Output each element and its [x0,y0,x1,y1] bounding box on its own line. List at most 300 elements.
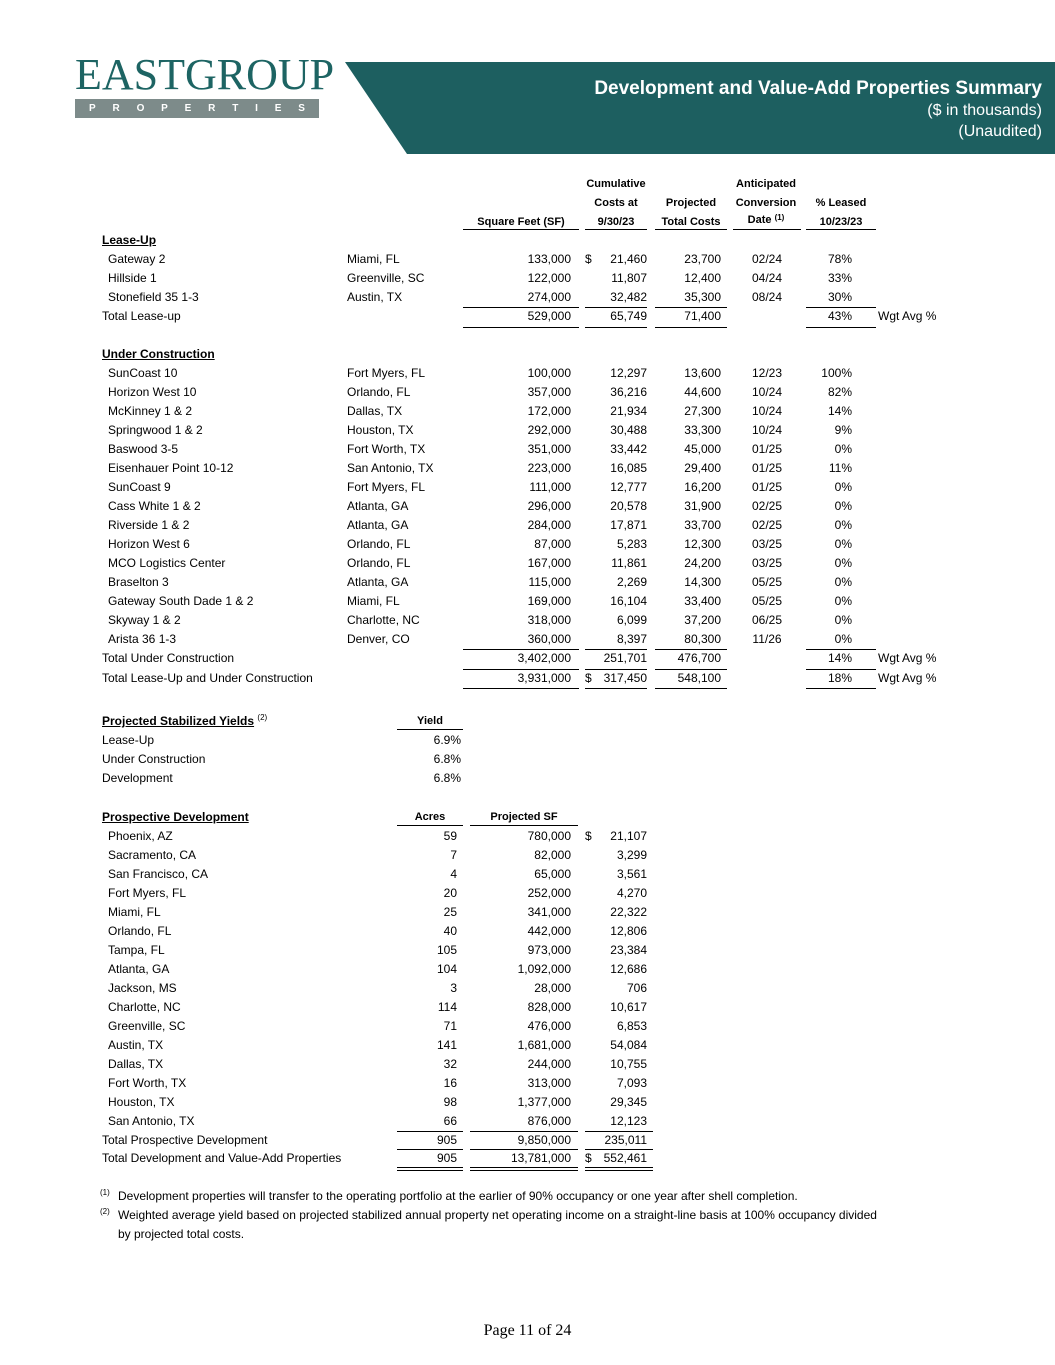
property-location: Orlando, FL [347,385,411,399]
logo-letter: O [136,103,145,114]
square-feet: 357,000 [527,385,571,399]
cost: 10,617 [610,1000,647,1014]
projected-total-costs: 45,000 [684,442,721,456]
yield-row [0,731,1055,750]
acres: 25 [443,905,457,919]
weighted-average-note: Wgt Avg % [878,309,937,323]
percent-leased: 0% [834,613,852,627]
cost: 12,123 [610,1114,647,1128]
percent-leased: 100% [821,366,852,380]
rule [585,327,647,328]
conversion-date: 01/25 [751,461,783,475]
property-location: Austin, TX [347,290,403,304]
rule [463,327,579,328]
conversion-date: 11/26 [752,632,782,646]
acres: 66 [443,1114,457,1128]
market-row [0,922,1055,941]
market-row [0,998,1055,1017]
property-location: Houston, TX [347,423,414,437]
conversion-date: 08/24 [751,290,783,304]
percent-leased: 0% [834,442,852,456]
market-row [0,979,1055,998]
projected-total-costs: 37,200 [684,613,721,627]
cost: 10,755 [610,1057,647,1071]
page-subtitle-units: ($ in thousands) [927,102,1042,119]
market-name: Miami, FL [108,905,161,919]
square-feet: 167,000 [527,556,571,570]
percent-leased: 14% [827,651,852,665]
market-row [0,1017,1055,1036]
projected-total-costs: 29,400 [684,461,721,475]
projected-sf-column-header: Projected SF [490,811,558,823]
cost: 12,686 [610,962,647,976]
acres: 4 [450,867,457,881]
percent-leased: 0% [834,499,852,513]
property-location: Orlando, FL [347,537,411,551]
percent-leased: 30% [827,290,852,304]
conversion-date: 06/25 [751,613,783,627]
percent-leased: 82% [827,385,852,399]
section-lease-up [0,231,1055,250]
cost: 235,011 [604,1133,647,1147]
projected-sf: 876,000 [527,1114,571,1128]
projected-sf: 252,000 [527,886,571,900]
square-feet: 122,000 [527,271,571,285]
logo-letter: E [274,103,282,114]
property-row [0,592,1055,611]
market-name: Tampa, FL [108,943,165,957]
total-row [0,307,1055,326]
market-name: Fort Worth, TX [108,1076,187,1090]
cumulative-costs: 30,488 [610,423,647,437]
property-row [0,364,1055,383]
yields-column-header: Yield [417,715,443,727]
projected-total-costs: 476,700 [677,651,721,665]
percent-leased: 0% [834,594,852,608]
market-name: Houston, TX [108,1095,175,1109]
property-name: Riverside 1 & 2 [108,518,190,532]
cost: 552,461 [603,1151,647,1165]
market-name: Greenville, SC [108,1019,186,1033]
market-row [0,1074,1055,1093]
market-name: Phoenix, AZ [108,829,173,843]
property-name: Baswood 3-5 [108,442,179,456]
acres: 141 [436,1038,457,1052]
square-feet: 529,000 [527,309,571,323]
yields-title: Projected Stabilized Yields $^{(2)}$ [102,713,268,728]
col-header-conversion-1: Anticipated [736,178,796,190]
col-header-projected-2: Total Costs [661,216,721,228]
page-number: Page 11 of 24 [483,1322,572,1339]
projected-sf: 9,850,000 [517,1133,571,1147]
projected-sf: 780,000 [527,829,571,843]
conversion-date: 05/25 [751,594,783,608]
percent-leased: 43% [827,309,852,323]
page-subtitle-audit: (Unaudited) [958,123,1042,140]
currency-sign: $ [585,671,592,685]
col-header-costs-2: Costs at [594,197,638,209]
col-header-leased-1: % Leased [815,197,867,209]
conversion-date: 01/25 [751,442,783,456]
projected-sf: 82,000 [534,848,571,862]
property-row [0,288,1055,307]
double-rule [397,1167,463,1171]
property-name: Cass White 1 & 2 [108,499,201,513]
percent-leased: 0% [834,518,852,532]
conversion-date: 03/25 [751,537,783,551]
rule [806,688,876,689]
property-row [0,421,1055,440]
square-feet: 87,000 [534,537,571,551]
cumulative-costs: 317,450 [603,671,647,685]
cumulative-costs: 8,397 [616,632,647,646]
property-name: MCO Logistics Center [108,556,226,570]
property-row [0,630,1055,649]
projected-total-costs: 33,400 [684,594,721,608]
property-location: Fort Myers, FL [347,366,426,380]
rule [397,825,463,826]
conversion-date: 10/24 [751,423,783,437]
logo-letter: P [89,103,96,114]
weighted-average-note: Wgt Avg % [878,651,937,665]
company-logo-wordmark: EASTGROUP [75,50,335,99]
section-title: Lease-Up [102,233,157,247]
square-feet: 318,000 [527,613,571,627]
property-row [0,497,1055,516]
property-name: Springwood 1 & 2 [108,423,203,437]
property-row [0,516,1055,535]
property-location: Fort Worth, TX [347,442,426,456]
col-header-costs-3: 9/30/23 [597,216,635,228]
double-rule [470,1167,578,1171]
acres: 105 [436,943,457,957]
projected-sf: 65,000 [534,867,571,881]
acres: 104 [436,962,457,976]
property-name: Horizon West 10 [108,385,197,399]
rule [655,688,727,689]
projected-total-costs: 71,400 [684,309,721,323]
projected-sf: 28,000 [534,981,571,995]
currency-sign: $ [585,252,592,266]
property-location: Dallas, TX [347,404,403,418]
yield-value: 6.8% [433,752,461,766]
col-header-conversion-2: Conversion [735,197,797,209]
currency-sign: $ [585,1151,592,1165]
cumulative-costs: 16,104 [610,594,647,608]
total-label: Total Under Construction [102,651,235,665]
projected-total-costs: 35,300 [684,290,721,304]
market-row [0,1055,1055,1074]
section-under-construction [0,345,1055,364]
property-location: Atlanta, GA [347,518,409,532]
acres: 98 [443,1095,457,1109]
cost: 706 [626,981,647,995]
yield-label: Lease-Up [102,733,155,747]
cumulative-costs: 251,701 [603,651,647,665]
projected-total-costs: 24,200 [684,556,721,570]
cumulative-costs: 16,085 [610,461,647,475]
conversion-date: 12/23 [751,366,783,380]
market-row [0,884,1055,903]
projected-sf: 13,781,000 [510,1151,571,1165]
projected-sf: 313,000 [527,1076,571,1090]
property-location: Miami, FL [347,594,400,608]
cost: 3,561 [616,867,647,881]
percent-leased: 9% [834,423,852,437]
property-row [0,269,1055,288]
projected-total-costs: 44,600 [684,385,721,399]
acres: 114 [437,1000,457,1014]
market-name: Atlanta, GA [108,962,170,976]
currency-sign: $ [585,829,592,843]
projected-sf: 1,681,000 [517,1038,571,1052]
projected-total-costs: 14,300 [684,575,721,589]
property-row [0,250,1055,269]
cumulative-costs: 36,216 [610,385,647,399]
property-name: Gateway South Dade 1 & 2 [108,594,254,608]
conversion-date: 02/24 [751,252,783,266]
acres: 905 [436,1133,457,1147]
property-location: Fort Myers, FL [347,480,426,494]
market-name: Orlando, FL [108,924,172,938]
projected-total-costs: 80,300 [684,632,721,646]
projected-total-costs: 33,300 [684,423,721,437]
rule [806,327,876,328]
market-name: Fort Myers, FL [108,886,187,900]
property-row [0,573,1055,592]
cost: 22,322 [610,905,647,919]
projected-total-costs: 31,900 [684,499,721,513]
property-row [0,554,1055,573]
projected-total-costs: 548,100 [677,671,721,685]
property-location: Greenville, SC [347,271,425,285]
cumulative-costs: 33,442 [610,442,647,456]
conversion-date: 01/25 [751,480,783,494]
property-name: Stonefield 35 1-3 [108,290,199,304]
percent-leased: 0% [834,556,852,570]
projected-sf: 442,000 [527,924,571,938]
cumulative-costs: 17,871 [610,518,647,532]
section-title: Under Construction [102,347,215,361]
acres: 40 [443,924,457,938]
projected-total-costs: 16,200 [684,480,721,494]
col-header-projected-1: Projected [665,197,717,209]
square-feet: 133,000 [527,252,571,266]
projected-sf: 973,000 [527,943,571,957]
acres: 71 [443,1019,457,1033]
cumulative-costs: 21,460 [610,252,647,266]
market-name: Charlotte, NC [108,1000,181,1014]
double-rule [585,1167,653,1171]
cumulative-costs: 5,283 [616,537,647,551]
yield-row [0,750,1055,769]
market-name: Sacramento, CA [108,848,197,862]
conversion-date: 10/24 [751,404,783,418]
rule [470,825,578,826]
market-row [0,1036,1055,1055]
cumulative-costs: 12,297 [610,366,647,380]
projected-sf: 1,092,000 [517,962,571,976]
acres-column-header: Acres [414,811,446,823]
property-name: SunCoast 10 [108,366,178,380]
property-row [0,402,1055,421]
property-name: Braselton 3 [108,575,169,589]
cost: 23,384 [610,943,647,957]
yield-value: 6.8% [433,771,461,785]
property-location: Charlotte, NC [347,613,420,627]
percent-leased: 33% [827,271,852,285]
percent-leased: 11% [828,461,852,475]
cumulative-costs: 21,934 [610,404,647,418]
projected-total-costs: 12,300 [684,537,721,551]
cost: 12,806 [610,924,647,938]
total-label: Total Prospective Development [102,1133,268,1147]
cumulative-costs: 20,578 [610,499,647,513]
cost: 54,084 [610,1038,647,1052]
percent-leased: 78% [827,252,852,266]
logo-letter: R [112,103,120,114]
property-location: Atlanta, GA [347,499,409,513]
total-label: Total Lease-Up and Under Construction [102,671,313,685]
percent-leased: 0% [834,537,852,551]
cost: 3,299 [616,848,647,862]
cumulative-costs: 32,482 [610,290,647,304]
cumulative-costs: 11,861 [611,556,647,570]
market-row [0,827,1055,846]
square-feet: 284,000 [527,518,571,532]
conversion-date: 02/25 [751,518,783,532]
acres: 59 [443,829,457,843]
col-header-costs-1: Cumulative [586,178,646,190]
square-feet: 115,000 [528,575,571,589]
property-name: Hillside 1 [108,271,157,285]
market-row [0,1093,1055,1112]
total-row [0,649,1055,668]
rule [655,327,727,328]
yield-label: Development [102,771,173,785]
property-location: Denver, CO [347,632,410,646]
cost: 29,345 [610,1095,647,1109]
yields-header [0,712,1055,731]
square-feet: 3,402,000 [517,651,571,665]
square-feet: 172,000 [527,404,571,418]
property-row [0,440,1055,459]
acres: 16 [443,1076,457,1090]
total-row [0,1131,1055,1150]
square-feet: 292,000 [527,423,571,437]
projected-total-costs: 27,300 [684,404,721,418]
property-location: Atlanta, GA [347,575,409,589]
acres: 20 [443,886,457,900]
conversion-date: 05/25 [751,575,783,589]
market-name: Jackson, MS [108,981,177,995]
projected-total-costs: 33,700 [684,518,721,532]
market-row [0,1112,1055,1131]
logo-letter: E [184,103,192,114]
company-logo-tagline [75,99,319,118]
cumulative-costs: 65,749 [610,309,647,323]
property-row [0,611,1055,630]
square-feet: 100,000 [527,366,571,380]
market-row [0,865,1055,884]
square-feet: 296,000 [527,499,571,513]
projected-sf: 828,000 [527,1000,571,1014]
property-row [0,459,1055,478]
market-name: San Francisco, CA [108,867,209,881]
property-row [0,383,1055,402]
rule [585,688,647,689]
property-name: Horizon West 6 [108,537,190,551]
square-feet: 111,000 [529,480,571,494]
square-feet: 169,000 [527,594,571,608]
conversion-date: 02/25 [751,499,783,513]
market-name: Austin, TX [108,1038,164,1052]
projected-total-costs: 12,400 [684,271,721,285]
property-location: Miami, FL [347,252,400,266]
projected-sf: 244,000 [527,1057,571,1071]
property-row [0,478,1055,497]
logo-letter: P [161,103,168,114]
property-location: San Antonio, TX [347,461,434,475]
projected-total-costs: 13,600 [684,366,721,380]
market-row [0,846,1055,865]
footnotes [100,1187,950,1244]
square-feet: 274,000 [527,290,571,304]
section-title: Prospective Development [102,810,249,824]
rule [463,688,579,689]
market-row [0,941,1055,960]
grand-total-row [0,1149,1055,1168]
logo-letter: I [255,103,258,114]
square-feet: 223,000 [527,461,571,475]
col-header-conversion-3: Date $^{(1)}$ [747,213,785,226]
percent-leased: 0% [834,632,852,646]
total-label: Total Lease-up [102,309,181,323]
market-row [0,903,1055,922]
property-row [0,535,1055,554]
col-header-leased-2: 10/23/23 [819,216,863,228]
square-feet: 360,000 [527,632,571,646]
square-feet: 351,000 [527,442,571,456]
percent-leased: 0% [834,480,852,494]
acres: 32 [443,1057,457,1071]
cost: 6,853 [616,1019,647,1033]
market-row [0,960,1055,979]
property-name: Skyway 1 & 2 [108,613,181,627]
conversion-date: 03/25 [751,556,783,570]
projected-sf: 341,000 [527,905,571,919]
cost: 4,270 [616,886,647,900]
yield-value: 6.9% [433,733,461,747]
percent-leased: 0% [834,575,852,589]
total-row [0,669,1055,688]
acres: 7 [450,848,457,862]
yield-label: Under Construction [102,752,206,766]
footnote-2-cont: by projected total costs. [118,1227,245,1241]
market-name: Dallas, TX [108,1057,164,1071]
percent-leased: 14% [827,404,852,418]
cumulative-costs: 6,099 [616,613,647,627]
footnote-2: (2) Weighted average yield based on projected stabilized annual property net operating income on a straight-line basis at 100% occupancy divided [100,1207,877,1222]
projected-sf: 1,377,000 [517,1095,571,1109]
projected-total-costs: 23,700 [684,252,721,266]
property-location: Orlando, FL [347,556,411,570]
conversion-date: 04/24 [751,271,783,285]
property-name: McKinney 1 & 2 [108,404,193,418]
footnote-1: (1) Development properties will transfer to the operating portfolio at the earlier of 90% occupancy or one year after shell completion. [100,1188,798,1203]
total-label: Total Development and Value-Add Properties [102,1151,342,1165]
logo-letter: S [298,103,305,114]
